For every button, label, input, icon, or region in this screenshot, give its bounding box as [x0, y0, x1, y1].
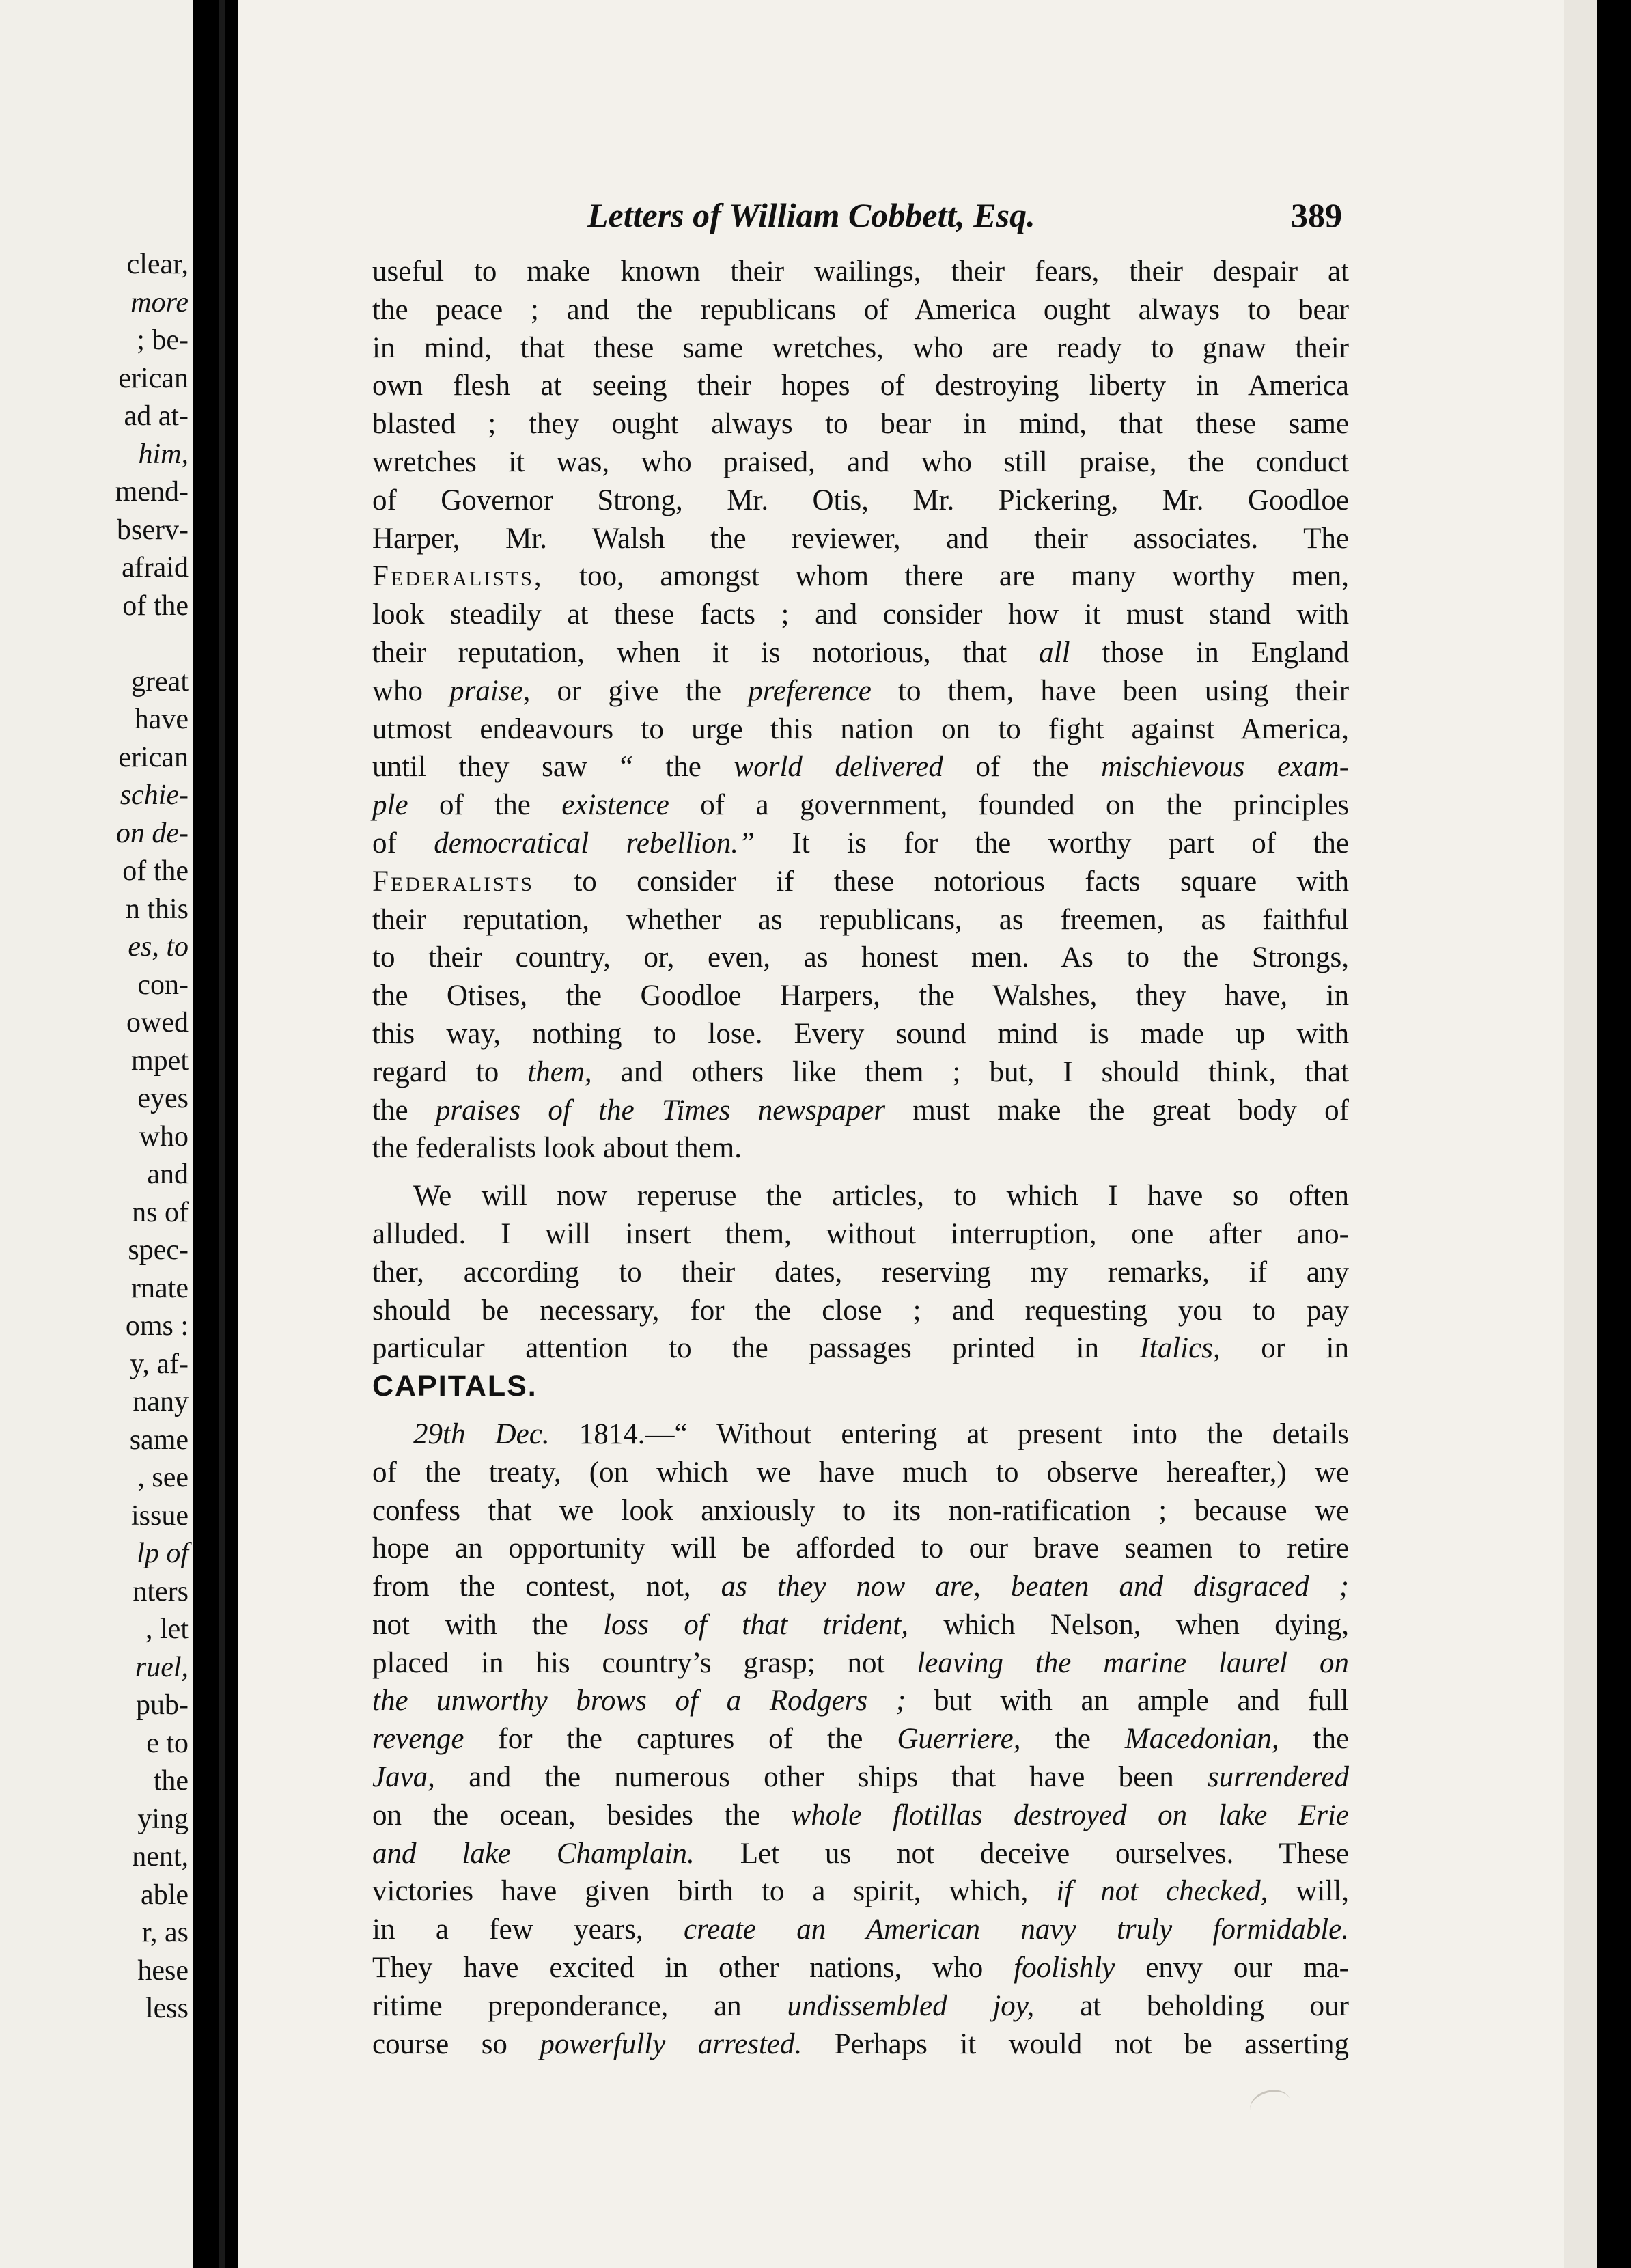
text-line [372, 557, 1349, 596]
text-line: utmost endeavours to urge this nation on to fight against America, [372, 713, 1349, 745]
text-line: alluded. I will insert them, without interruption, one after ano- [372, 1217, 1349, 1250]
facing-page-fragment: schie- [120, 779, 189, 811]
text-run: not with the [372, 1608, 568, 1641]
italic-run: if not checked, [1056, 1875, 1268, 1908]
italic-run: existence [561, 789, 669, 822]
italic-run: as they now are, beaten and disgraced ; [721, 1571, 1349, 1603]
italic-run: whole flotillas destroyed on lake Erie [791, 1799, 1350, 1831]
text-run: or give the [557, 674, 722, 707]
text-line: the peace ; and the republicans of America ought always to bear [372, 293, 1349, 326]
text-run: Let us not deceive ourselves. These [740, 1837, 1350, 1870]
text-run: on the ocean, besides the [372, 1799, 761, 1831]
text-line [372, 1092, 1349, 1130]
text-line: ther, according to their dates, reserving my remarks, if any [372, 1256, 1349, 1288]
text-line: the federalists look about them. [372, 1132, 742, 1165]
facing-page-fragment: oms : [125, 1310, 189, 1342]
text-line: own flesh at seeing their hopes of destroying liberty in America [372, 370, 1349, 402]
text-run: their reputation, when it is notorious, that [372, 636, 1007, 669]
text-run: victories have given birth to a spirit, which, [372, 1875, 1029, 1908]
body-text [372, 253, 1349, 2063]
text-run: They have excited in other nations, who [372, 1952, 984, 1984]
italic-run: praises of the Times newspaper [435, 1094, 886, 1126]
text-run: of the [975, 751, 1069, 784]
facing-page-fragment: mend- [115, 476, 189, 508]
text-line: We will now reperuse the articles, to which I have so often [413, 1180, 1349, 1213]
text-run: placed in his country’s grasp; not [372, 1646, 885, 1679]
text-run: at beholding our [1080, 1989, 1349, 2022]
text-line [372, 1949, 1349, 1987]
facing-page-fragment: ns of [132, 1196, 189, 1228]
italic-run: ple [372, 789, 408, 822]
text-line: blasted ; they ought always to bear in mind, that these same [372, 408, 1349, 441]
facing-page-fragment: con- [137, 969, 189, 1001]
text-line: Harper, Mr. Walsh the reviewer, and their associates. The [372, 522, 1349, 555]
text-line [372, 1682, 1349, 1720]
italic-run: world delivered [734, 751, 943, 784]
text-line: the Otises, the Goodloe Harpers, the Walshes, they have, in [372, 980, 1349, 1012]
text-run: ritime preponderance, an [372, 1989, 742, 2022]
text-line: CAPITALS. [372, 1370, 538, 1403]
text-run: course so [372, 2028, 507, 2060]
italic-run: leaving the marine laurel on [917, 1646, 1349, 1679]
facing-page-fragment: pub- [136, 1689, 189, 1721]
text-line [372, 1758, 1349, 1797]
text-run: or in [1261, 1332, 1349, 1365]
facing-page-fragment: spec- [128, 1234, 189, 1266]
facing-page-fragment: r, as [141, 1917, 189, 1948]
text-line: this way, nothing to lose. Every sound mind is made up with [372, 1017, 1349, 1050]
facing-page-fragment: of the [122, 855, 189, 887]
facing-page-fragment: nent, [132, 1841, 189, 1872]
text-line [372, 2025, 1349, 2064]
text-line: hope an opportunity will be afforded to our brave seamen to retire [372, 1532, 1349, 1565]
facing-page-fragment: es, to [128, 931, 189, 963]
italic-run: Italics, [1139, 1332, 1221, 1365]
facing-page-fragment: who [139, 1120, 189, 1152]
text-line: to their country, or, even, as honest men. As to the Strongs, [372, 941, 1349, 974]
italic-run: Java, [372, 1761, 435, 1794]
facing-page-fragment: , let [145, 1614, 189, 1645]
facing-page-fragment: lp of [137, 1538, 189, 1569]
italic-run: powerfully arrested. [540, 2028, 803, 2060]
facing-page-fragment: of the [122, 590, 189, 622]
italic-run: create an American navy truly formidable. [684, 1913, 1350, 1946]
text-run: for the captures of the [498, 1723, 863, 1756]
text-run: who [372, 674, 423, 707]
text-run: regard to [372, 1055, 499, 1088]
small-caps-term: Federalists [372, 865, 534, 898]
text-line [372, 1872, 1349, 1911]
facing-page-fragment: afraid [122, 552, 189, 583]
facing-page-fragment: eyes [137, 1083, 189, 1114]
facing-page-fragment: have [134, 704, 189, 735]
text-line [372, 1835, 1349, 1873]
text-line [372, 1987, 1349, 2025]
text-run: which Nelson, when dying, [943, 1608, 1350, 1641]
italic-run: mischievous exam- [1101, 751, 1350, 784]
italic-run: surrendered [1208, 1761, 1350, 1794]
facing-page-fragment: same [129, 1424, 189, 1456]
text-line [372, 1329, 1349, 1368]
text-line [372, 1606, 1349, 1644]
italic-run: foolishly [1014, 1952, 1115, 1984]
facing-page-text [0, 246, 193, 2028]
facing-page-fragment: clear, [126, 249, 189, 280]
text-run: 1814.—“ Without entering at present into the details [578, 1418, 1349, 1450]
italic-run: democratical rebellion.” [434, 827, 755, 859]
italic-run: the unworthy brows of a Rodgers ; [372, 1685, 906, 1717]
italic-run: and lake Champlain. [372, 1837, 695, 1870]
text-line [372, 1797, 1349, 1835]
facing-page-fragment: owed [126, 1007, 189, 1038]
text-run: particular attention to the passages printed in [372, 1332, 1099, 1365]
page-number: 389 [1291, 196, 1342, 234]
text-line: of the treaty, (on which we have much to observe hereafter,) we [372, 1456, 1349, 1489]
text-run: the [1055, 1723, 1091, 1756]
text-run: of [372, 827, 397, 859]
text-run: of the [439, 789, 531, 822]
text-run: to consider if these notorious facts square with [574, 865, 1350, 898]
text-line [372, 1911, 1349, 1949]
facing-page-fragment: less [145, 1993, 189, 2024]
facing-page-fragment: him, [138, 438, 189, 470]
facing-page-fragment: nters [133, 1575, 189, 1607]
text-line [372, 863, 1349, 901]
small-caps-term: Federalists, [372, 560, 544, 593]
text-run: will, [1296, 1875, 1349, 1908]
facing-page-fragment: able [141, 1879, 189, 1911]
italic-run: Guerriere, [897, 1723, 1021, 1756]
facing-page-fragment: n this [125, 893, 189, 925]
italic-run: praise, [449, 674, 531, 707]
facing-page-fragment: erican [118, 362, 189, 394]
text-line: confess that we look anxiously to its non-ratification ; because we [372, 1494, 1349, 1527]
facing-page-fragment: mpet [131, 1045, 189, 1077]
paragraph-gap [372, 1167, 1349, 1177]
text-run: Perhaps it would not be asserting [834, 2028, 1350, 2060]
facing-page-fragment: ruel, [135, 1651, 189, 1683]
facing-page-fragment: y, af- [130, 1348, 189, 1380]
text-run: until they saw “ the [372, 751, 701, 784]
italic-run: all [1039, 636, 1070, 669]
facing-page-fragment: ad at- [124, 400, 189, 432]
facing-page-fragment: nany [133, 1386, 189, 1418]
facing-page-fragment: more [130, 286, 189, 318]
text-line [372, 786, 1349, 825]
paragraph-gap [372, 1406, 1349, 1415]
text-run: too, amongst whom there are many worthy men, [579, 560, 1349, 593]
italic-run: Macedonian, [1124, 1723, 1279, 1756]
text-run: It is for the worthy part of the [792, 827, 1350, 859]
text-line [372, 1415, 1349, 1454]
text-line [372, 634, 1349, 672]
facing-page-fragment: on de- [115, 817, 189, 849]
text-run: those in England [1102, 636, 1350, 669]
italic-run: preference [748, 674, 872, 707]
text-line [372, 1568, 1349, 1606]
text-run: of a government, founded on the principles [700, 789, 1350, 822]
italic-run: undissembled joy, [787, 1989, 1035, 2022]
text-run: in a few years, [372, 1913, 643, 1946]
facing-page-fragment: ying [137, 1803, 189, 1835]
facing-page-fragment: hese [137, 1954, 189, 1987]
text-line: should be necessary, for the close ; and requesting you to pay [372, 1294, 1349, 1327]
facing-page-fragment: , see [137, 1462, 189, 1493]
italic-run: revenge [372, 1723, 464, 1756]
italic-run: loss of that trident, [603, 1608, 908, 1641]
text-run: but with an ample and full [934, 1685, 1350, 1717]
running-head [348, 191, 1342, 239]
facing-page-fragment: and [147, 1159, 189, 1190]
facing-page-fragment: e to [146, 1727, 189, 1759]
running-head-title: Letters of William Cobbett, Esq. [587, 196, 1035, 234]
facing-page-fragment: ; be- [137, 324, 189, 356]
text-line [372, 1644, 1349, 1683]
text-run: and others like them ; but, I should think, that [620, 1055, 1349, 1088]
text-line: in mind, that these same wretches, who are ready to gnaw their [372, 331, 1349, 364]
text-line [372, 1720, 1349, 1758]
text-line: look steadily at these facts ; and consider how it must stand with [372, 598, 1349, 631]
text-run: the [372, 1094, 408, 1126]
gutter [219, 0, 225, 2268]
facing-page [0, 0, 193, 2268]
text-line [372, 1053, 1349, 1092]
text-line: their reputation, whether as republicans, as freemen, as faithful [372, 903, 1349, 936]
text-line [372, 825, 1349, 863]
text-line [372, 748, 1349, 786]
text-line: of Governor Strong, Mr. Otis, Mr. Pickering, Mr. Goodloe [372, 484, 1349, 516]
facing-page-fragment: issue [131, 1499, 189, 1532]
page-edge [1564, 0, 1597, 2268]
facing-page-fragment: bserv- [117, 514, 189, 546]
text-line: useful to make known their wailings, their fears, their despair at [372, 255, 1349, 288]
text-run: from the contest, not, [372, 1571, 691, 1603]
text-run: to them, have been using their [898, 674, 1350, 707]
italic-run: 29th Dec. [413, 1418, 550, 1450]
text-run: and the numerous other ships that have been [469, 1761, 1174, 1794]
facing-page-fragment [0, 625, 193, 663]
text-line: wretches it was, who praised, and who still praise, the conduct [372, 445, 1349, 478]
facing-page-fragment: the [153, 1765, 189, 1797]
text-run: must make the great body of [912, 1094, 1349, 1126]
text-run: envy our ma- [1145, 1952, 1349, 1984]
text-run: the [1313, 1723, 1350, 1756]
facing-page-fragment: rnate [131, 1272, 189, 1304]
facing-page-fragment: great [131, 665, 189, 697]
text-line [372, 672, 1349, 710]
facing-page-fragment: erican [118, 741, 189, 773]
italic-run: them, [527, 1055, 592, 1088]
